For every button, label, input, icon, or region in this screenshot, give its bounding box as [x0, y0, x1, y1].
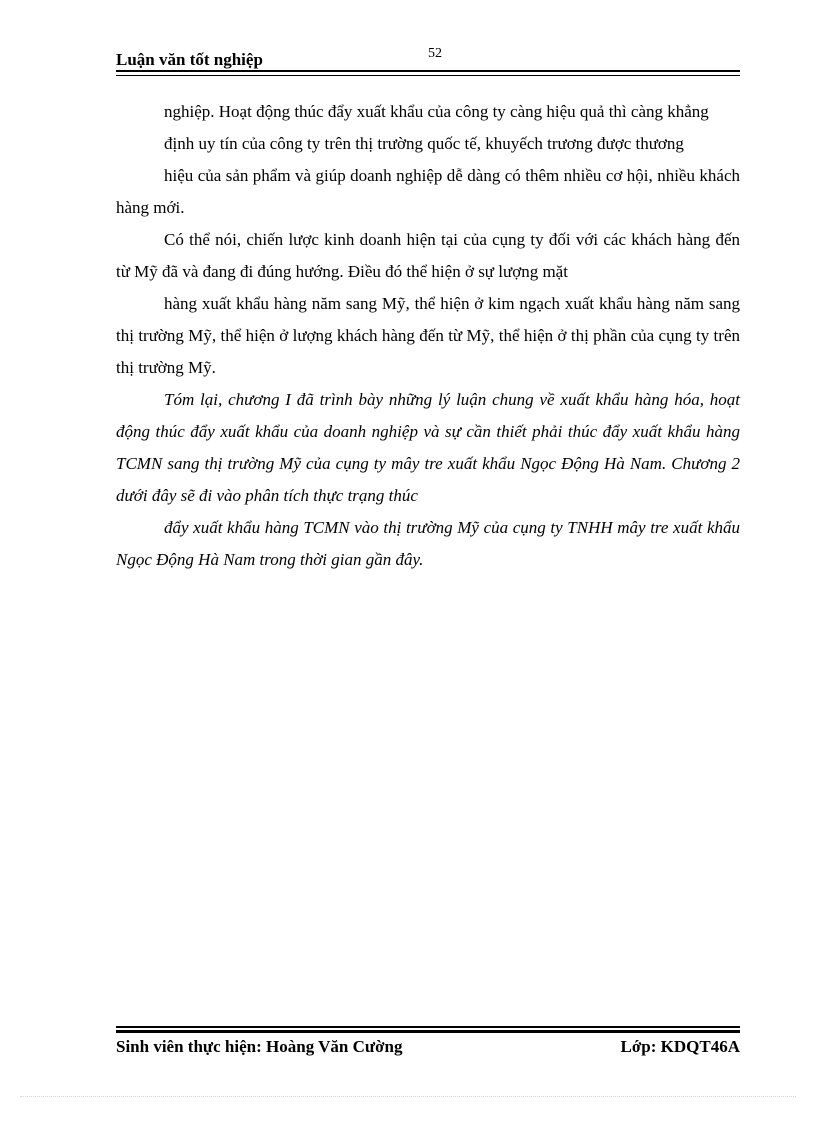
page-number: 52	[428, 46, 442, 61]
class-info	[621, 1037, 740, 1057]
class-label: Lớp:	[620, 1037, 657, 1056]
paragraph: hàng xuất khẩu hàng năm sang Mỹ, thể hiện ở kim ngạch xuất khẩu hàng năm sang thị trường Mỹ, thể hiện ở lượng khách hàng đến từ Mỹ, thể hiện ở thị phần của cụng ty trên thị trường Mỹ.	[116, 294, 740, 377]
class-value: KDQT46A	[660, 1037, 740, 1056]
page-header	[116, 46, 740, 70]
paragraph: hiệu của sản phẩm và giúp doanh nghiệp dễ dàng có thêm nhiều cơ hội, nhiều khách hàng mới.	[116, 166, 740, 217]
document-title: Luận văn tốt nghiệp	[116, 50, 263, 69]
body-text	[116, 96, 740, 576]
paragraph: nghiệp. Hoạt động thúc đẩy xuất khẩu của công ty càng hiệu quả thì càng khẳng	[164, 102, 709, 121]
footer-rule-thick	[116, 1030, 740, 1033]
paragraph: Có thể nói, chiến lược kinh doanh hiện tại của cụng ty đối với các khách hàng đến từ Mỹ đã và đang đi đúng hướng. Điều đó thể hiện ở sự lượng mặt	[116, 230, 740, 281]
paragraph: định uy tín của công ty trên thị trường quốc tế, khuyếch trương được thương	[164, 134, 684, 153]
student-name: Sinh viên thực hiện: Hoàng Văn Cường	[116, 1037, 403, 1056]
summary-paragraph: Tóm lại, chương I đã trình bày những lý luận chung về xuất khẩu hàng hóa, hoạt động thúc đẩy xuất khẩu của doanh nghiệp và sự cần thiết phải thúc đẩy xuất khẩu hàng TCMN sang thị trường Mỹ của cụng ty mây tre xuất khẩu Ngọc Động Hà Nam. Chương 2 dưới đây sẽ đi vào phân tích thực trạng thúc	[116, 390, 740, 505]
footer-rule-thin	[116, 1026, 740, 1028]
header-rule-thick	[116, 70, 740, 72]
summary-paragraph: đẩy xuất khẩu hàng TCMN vào thị trường Mỹ của cụng ty TNHH mây tre xuất khẩu Ngọc Động Hà Nam trong thời gian gần đây.	[116, 518, 740, 569]
header-rule-thin	[116, 75, 740, 76]
page-edge-divider	[20, 1096, 796, 1097]
